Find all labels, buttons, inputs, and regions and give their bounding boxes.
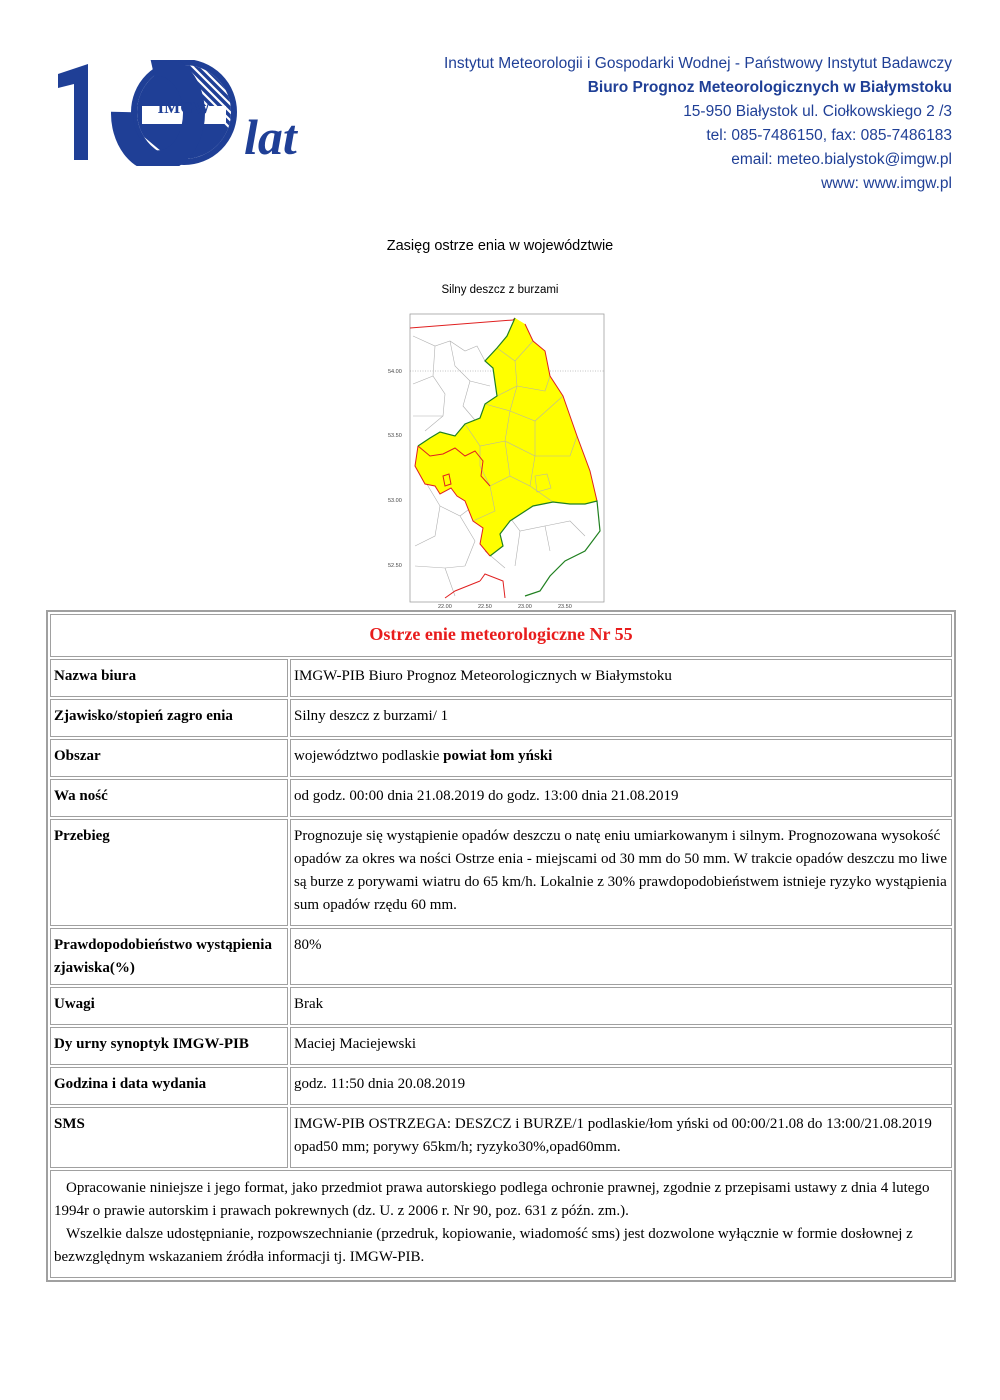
area-county: powiat łom yński <box>443 748 553 764</box>
copyright-notice <box>50 1170 952 1278</box>
office-address: 15-950 Białystok ul. Ciołkowskiego 2 /3 <box>683 103 952 120</box>
table-row <box>50 779 952 817</box>
map-y-ticks <box>388 369 402 569</box>
table-row <box>50 1107 952 1168</box>
institute-header <box>352 52 952 196</box>
row-value: IMGW-PIB Biuro Prognoz Meteorologicznych w Białymstoku <box>290 659 952 697</box>
x-tick-label: 22.50 <box>478 604 492 610</box>
row-label: Prawdopodobieństwo wystąpienia zjawiska(%) <box>50 928 288 985</box>
table-row <box>50 739 952 777</box>
row-label: Dy urny synoptyk IMGW-PIB <box>50 1027 288 1065</box>
area-voivodeship: województwo podlaskie <box>294 748 444 764</box>
table-row <box>50 659 952 697</box>
logo-script-text: lat <box>244 109 297 165</box>
row-value: Silny deszcz z burzami/ 1 <box>290 699 952 737</box>
y-tick-label: 52.50 <box>388 563 402 569</box>
office-phone: tel: 085-7486150, fax: 085-7486183 <box>706 127 952 144</box>
row-label: Wa ność <box>50 779 288 817</box>
x-tick-label: 22.00 <box>438 604 452 610</box>
row-label: Uwagi <box>50 987 288 1025</box>
logo-emblem-text: IMGW <box>157 98 211 117</box>
row-value: Maciej Maciejewski <box>290 1027 952 1065</box>
row-value: IMGW-PIB OSTRZEGA: DESZCZ i BURZE/1 podlaskie/łom yński od 00:00/21.08 do 13:00/21.08.2019 opad50 mm; porywy 65km/h; ryzyko30%,opad60mm. <box>290 1107 952 1168</box>
warning-title: Ostrze enie meteorologiczne Nr 55 <box>50 614 952 657</box>
table-row <box>50 699 952 737</box>
row-value: Brak <box>290 987 952 1025</box>
table-row <box>50 1027 952 1065</box>
table-row <box>50 928 952 985</box>
map-title: Silny deszcz z burzami <box>441 284 559 296</box>
table-row <box>50 1067 952 1105</box>
row-value <box>290 739 952 777</box>
row-value: godz. 11:50 dnia 20.08.2019 <box>290 1067 952 1105</box>
row-value: od godz. 00:00 dnia 21.08.2019 do godz. 13:00 dnia 21.08.2019 <box>290 779 952 817</box>
imgw-100-lat-logo <box>52 60 302 166</box>
x-tick-label: 23.50 <box>558 604 572 610</box>
y-tick-label: 54.00 <box>388 369 402 375</box>
x-tick-label: 23.00 <box>518 604 532 610</box>
office-email[interactable]: email: meteo.bialystok@imgw.pl <box>731 151 952 168</box>
warning-area-map <box>385 306 615 612</box>
warning-table <box>46 610 956 1282</box>
row-label: Godzina i data wydania <box>50 1067 288 1105</box>
y-tick-label: 53.50 <box>388 433 402 439</box>
copyright-paragraph: Opracowanie niniejsze i jego format, jako przedmiot prawa autorskiego podlega ochronie prawnej, zgodnie z przepisami ustawy z dnia 4 lutego 1994r o prawie autorskim i prawach pokrewnych (dz. U. z 2006 r. Nr 90, poz. 631 z późn. zm.). <box>54 1180 930 1219</box>
row-label: Obszar <box>50 739 288 777</box>
map-caption: Zasięg ostrze enia w województwie <box>386 238 614 254</box>
row-label: SMS <box>50 1107 288 1168</box>
table-row <box>50 819 952 926</box>
row-value: 80% <box>290 928 952 985</box>
distribution-paragraph: Wszelkie dalsze udostępnianie, rozpowszechnianie (przedruk, kopiowanie, wiadomość sms) jest dozwolone wyłącznie w formie dosłownej z bezwzględnym wskazaniem źródła informacji tj. IMGW-PIB. <box>54 1226 913 1265</box>
row-label: Zjawisko/stopień zagro enia <box>50 699 288 737</box>
row-label: Nazwa biura <box>50 659 288 697</box>
office-name: Biuro Prognoz Meteorologicznych w Białymstoku <box>587 79 952 96</box>
row-label: Przebieg <box>50 819 288 926</box>
y-tick-label: 53.00 <box>388 498 402 504</box>
office-website[interactable]: www: www.imgw.pl <box>821 175 952 192</box>
table-row <box>50 987 952 1025</box>
row-value: Prognozuje się wystąpienie opadów deszczu o natę eniu umiarkowanym i silnym. Prognozowana wysokość opadów za okres wa ności Ostrze enia - miejscami od 30 mm do 50 mm. W trakcie opadów deszczu mo liwe są burze z porywami wiatru do 65 km/h. Lokalnie z 30% prawdopodobieństwem istnieje ryzyko wystąpienia sum opadów rzędu 60 mm. <box>290 819 952 926</box>
institute-name: Instytut Meteorologii i Gospodarki Wodnej - Państwowy Instytut Badawczy <box>444 55 952 72</box>
